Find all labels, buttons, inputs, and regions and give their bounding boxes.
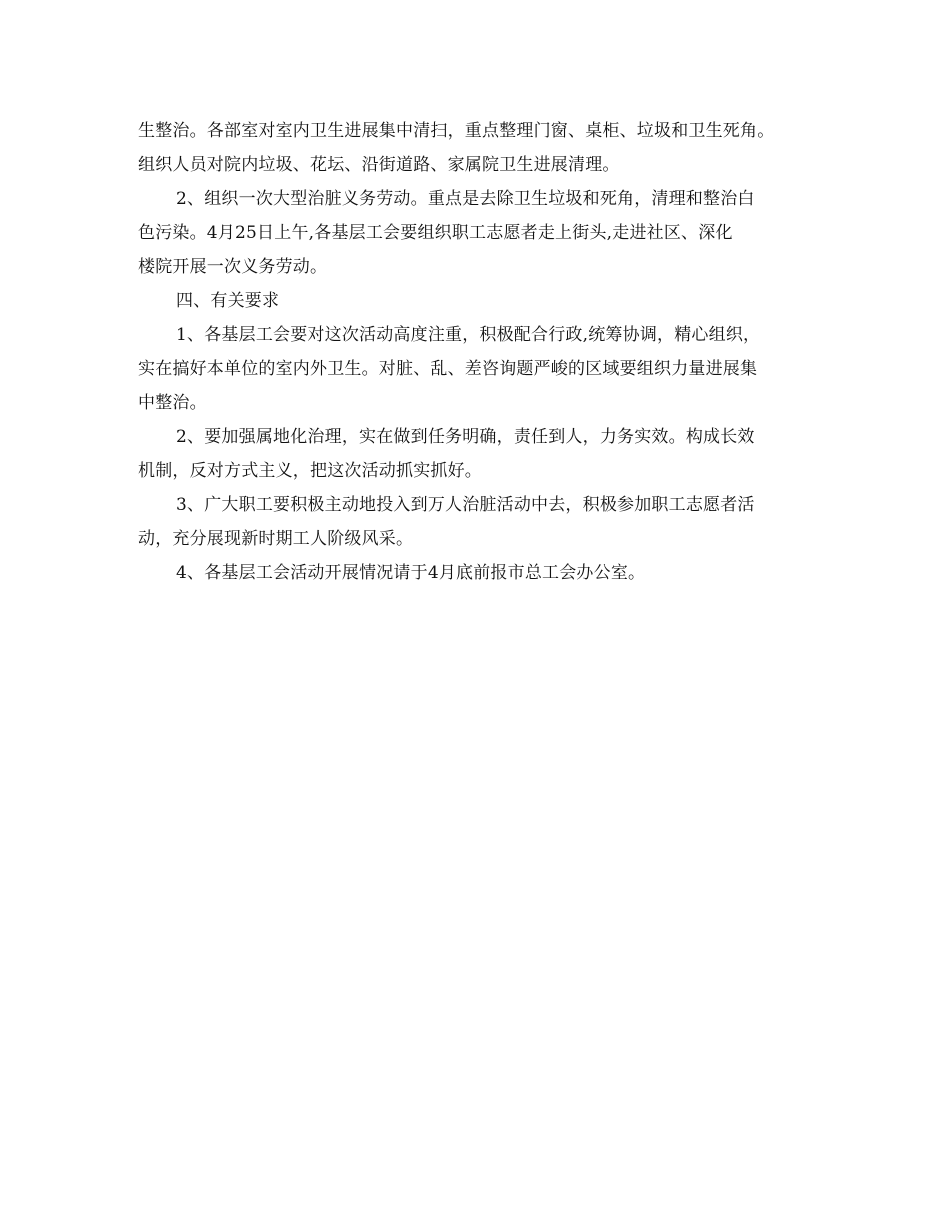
requirement-1-line: 1、各基层工会要对这次活动高度注重，积极配合行政,统筹协调，精心组织，: [176, 325, 761, 345]
body-line: 楼院开展一次义务劳动。: [138, 257, 328, 277]
body-line: 机制，反对方式主义，把这次活动抓实抓好。: [138, 461, 482, 481]
section-heading: 四、有关要求: [176, 291, 280, 311]
body-line: 生整治。各部室对室内卫生进展集中清扫，重点整理门窗、桌柜、垃圾和卫生死角。: [138, 121, 775, 141]
requirement-2-line: 2、要加强属地化治理，实在做到任务明确，责任到人，力务实效。构成长效: [176, 427, 755, 447]
requirement-3-line: 3、广大职工要积极主动地投入到万人治脏活动中去，积极参加职工志愿者活: [176, 495, 755, 515]
body-line: 中整治。: [138, 393, 207, 413]
body-line: 动，充分展现新时期工人阶级风采。: [138, 529, 414, 549]
document-body: [138, 114, 838, 590]
body-line: 色污染。4月25日上午,各基层工会要组织职工志愿者走上街头,走进社区、深化: [138, 223, 733, 243]
list-item-2-line: 2、组织一次大型治脏义务劳动。重点是去除卫生垃圾和死角，清理和整治白: [176, 189, 755, 209]
body-line: 实在搞好本单位的室内外卫生。对脏、乱、差咨询题严峻的区域要组织力量进展集: [138, 359, 758, 379]
body-line: 组织人员对院内垃圾、花坛、沿街道路、家属院卫生进展清理。: [138, 155, 620, 175]
requirement-4-line: 4、各基层工会活动开展情况请于4月底前报市总工会办公室。: [176, 563, 646, 583]
